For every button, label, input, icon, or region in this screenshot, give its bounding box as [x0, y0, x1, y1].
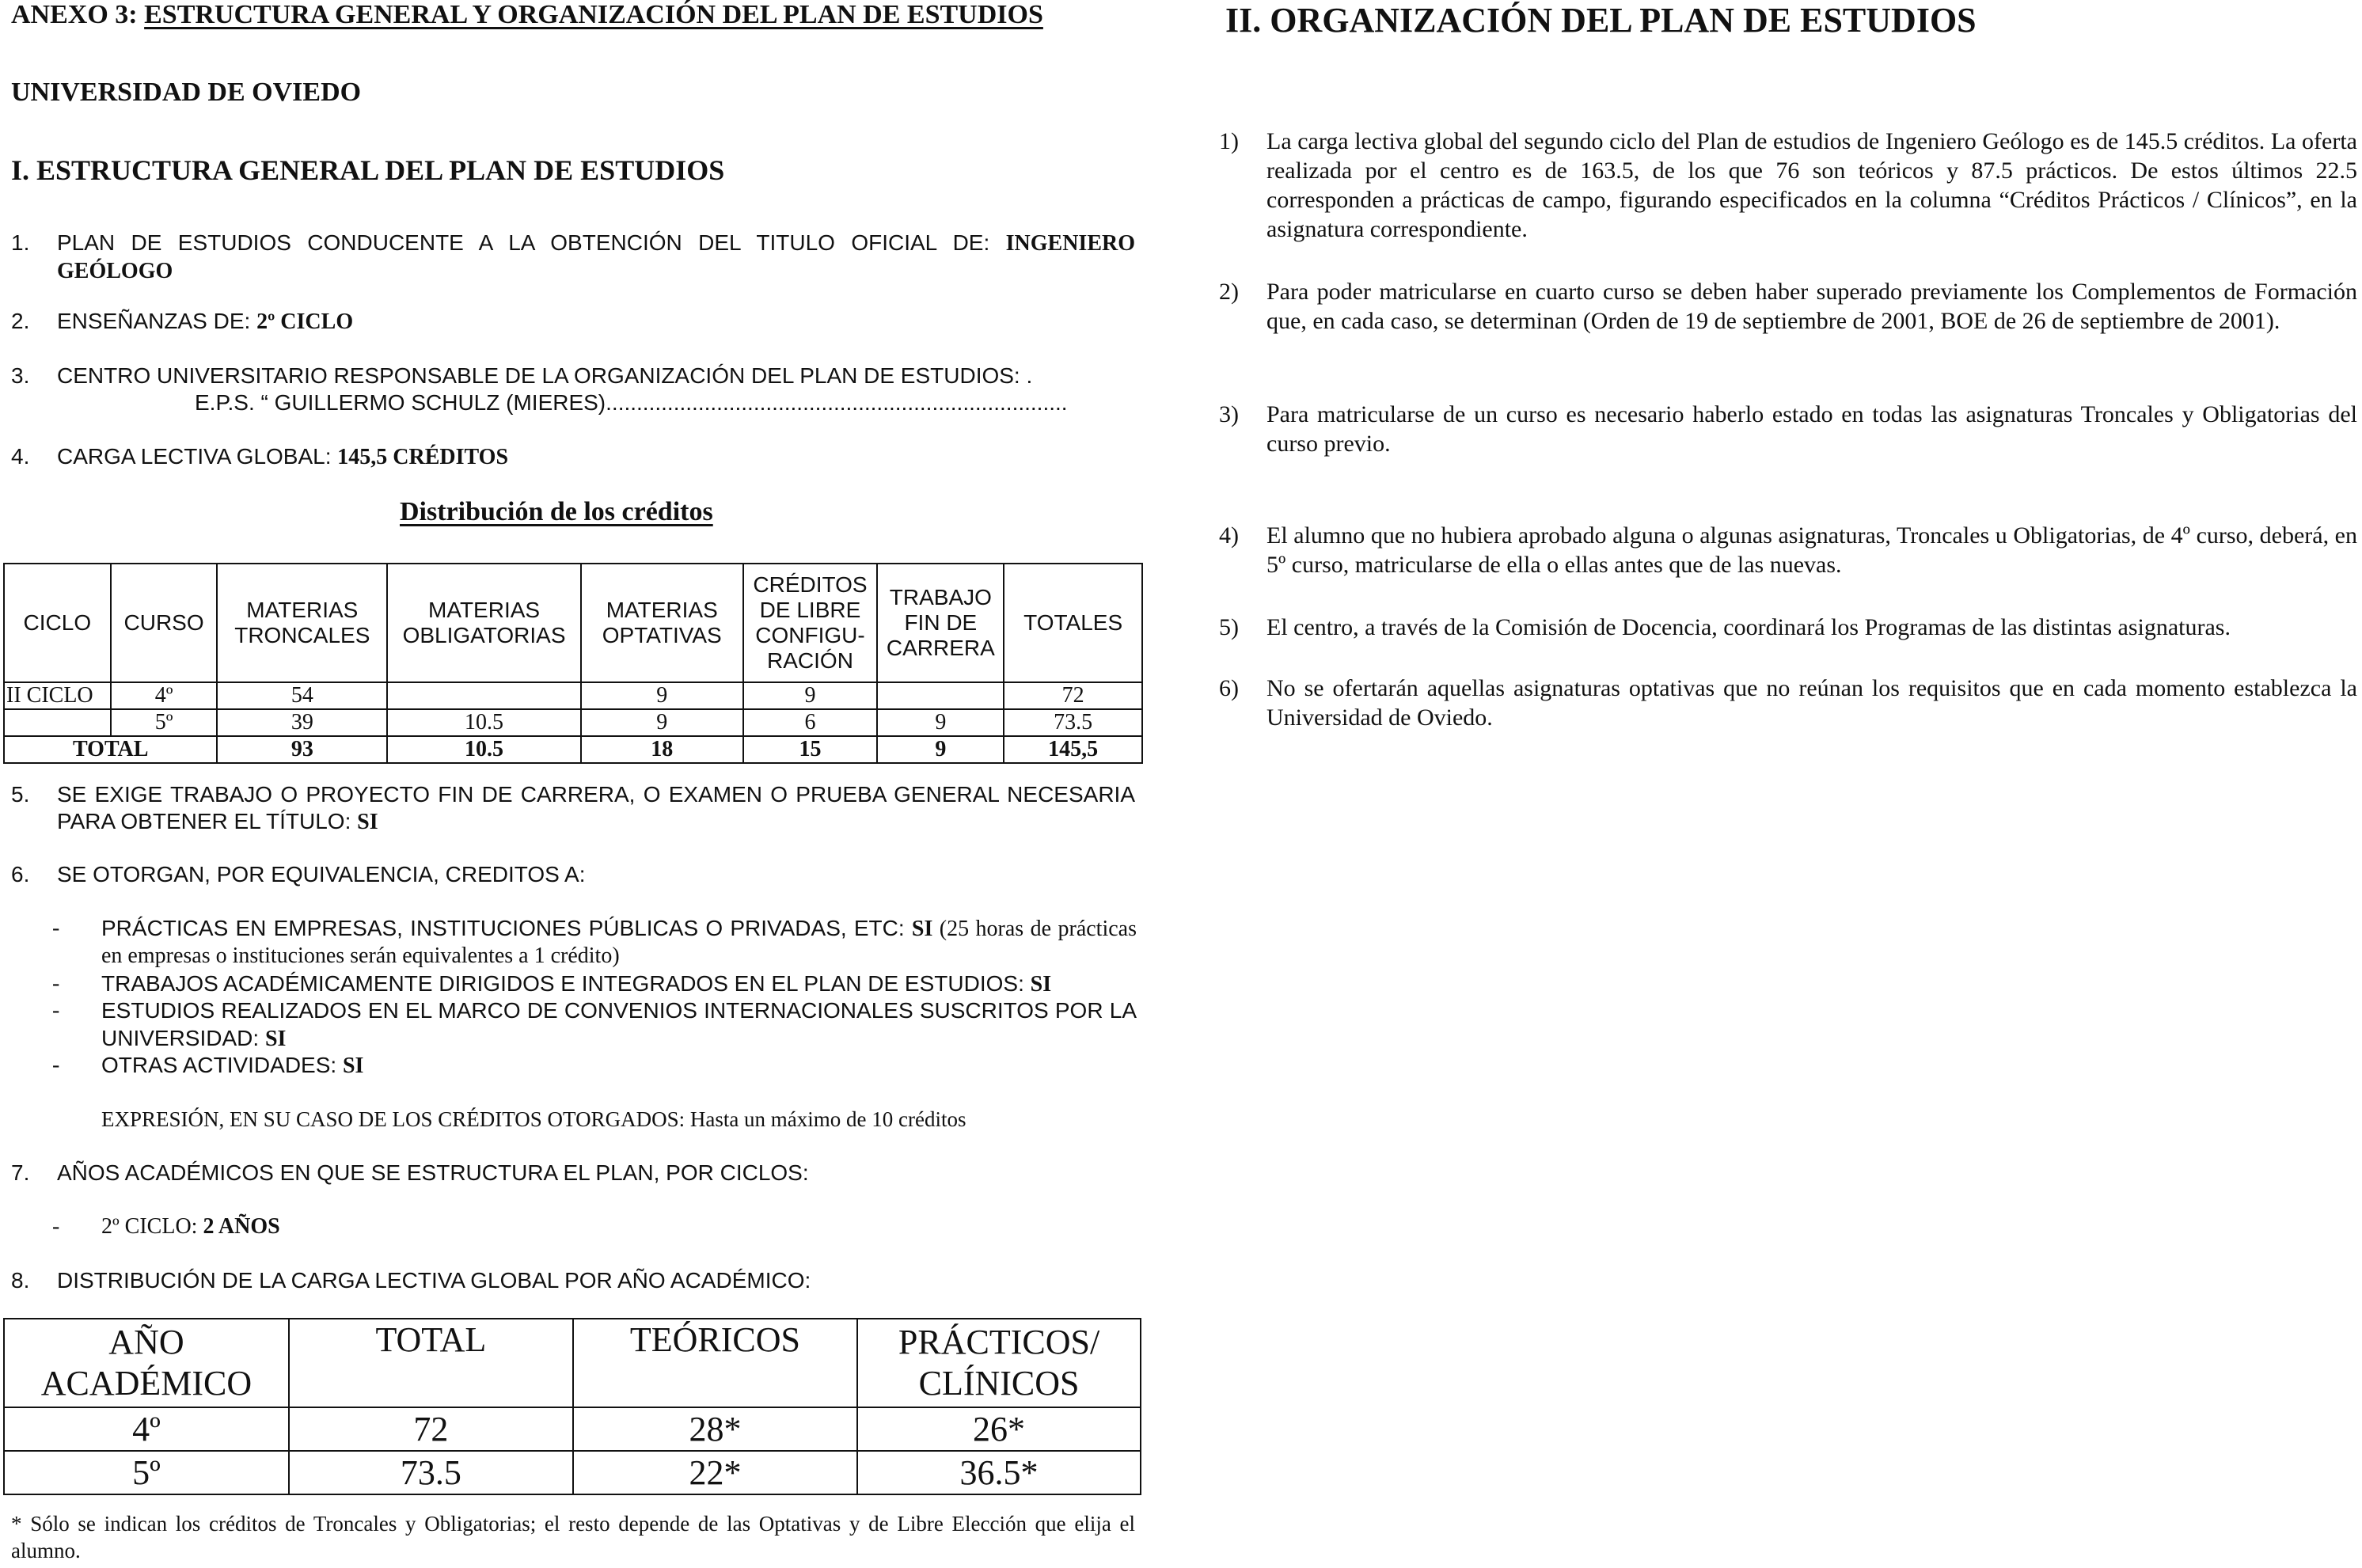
footnote: * Sólo se indican los créditos de Troncales y Obligatorias; el resto depende de las Optativas y de Libre Elección que elija el alumno.	[11, 1512, 1135, 1562]
cell-curso: 5º	[111, 709, 218, 736]
header-total: TOTAL	[289, 1319, 573, 1407]
item-number: 8.	[11, 1268, 30, 1293]
bullet-bold: SI	[1030, 972, 1052, 997]
section1-title: I. ESTRUCTURA GENERAL DEL PLAN DE ESTUDIOS	[11, 154, 725, 186]
bullet-text: OTRAS ACTIVIDADES:	[101, 1053, 343, 1077]
rule-1	[1219, 127, 2357, 245]
header-totales: TOTALES	[1004, 564, 1142, 682]
cell-total-totales: 145,5	[1004, 736, 1142, 763]
credit-distribution-table	[3, 563, 1143, 764]
header-curso: CURSO	[111, 564, 218, 682]
item-1	[11, 230, 1135, 285]
item-bold: SI	[357, 810, 378, 834]
rule-4	[1219, 521, 2357, 581]
item-text: SE OTORGAN, POR EQUIVALENCIA, CREDITOS A:	[57, 862, 586, 887]
table-total-row	[4, 736, 1142, 763]
bullet-bold: SI	[911, 917, 933, 941]
cell-teoricos: 22*	[573, 1451, 857, 1494]
item-7	[11, 1160, 1135, 1186]
item-text: DISTRIBUCIÓN DE LA CARGA LECTIVA GLOBAL POR AÑO ACADÉMICO:	[57, 1268, 811, 1293]
rule-text: Para matricularse de un curso es necesario haberlo estado en todas las asignaturas Troncales y Obligatorias del curso previo.	[1266, 401, 2357, 457]
item-text: ENSEÑANZAS DE:	[57, 309, 257, 333]
item-2	[11, 308, 1135, 335]
cell-curso: 4º	[111, 682, 218, 709]
item-text: CARGA LECTIVA GLOBAL:	[57, 444, 338, 469]
credits-expression: EXPRESIÓN, EN SU CASO DE LOS CRÉDITOS OTORGADOS: Hasta un máximo de 10 créditos	[101, 1107, 966, 1131]
cell-ciclo: II CICLO	[4, 682, 111, 709]
bullet-text: TRABAJOS ACADÉMICAMENTE DIRIGIDOS E INTEGRADOS EN EL PLAN DE ESTUDIOS:	[101, 971, 1031, 996]
bullet-text: PRÁCTICAS EN EMPRESAS, INSTITUCIONES PÚBLICAS O PRIVADAS, ETC:	[101, 916, 912, 940]
distribution-title: Distribución de los créditos	[400, 497, 713, 526]
bullet-trabajos	[52, 970, 1137, 997]
cell-year: 4º	[4, 1407, 289, 1451]
item-8	[11, 1267, 1135, 1294]
item-number: 3.	[11, 363, 30, 388]
cell-optativas: 9	[581, 682, 743, 709]
rule-6	[1219, 674, 2357, 734]
cell-practicos: 36.5*	[857, 1451, 1141, 1494]
rule-number: 2)	[1219, 279, 1239, 305]
item-bold: 2º CICLO	[256, 309, 354, 334]
cell-total-optativas: 18	[581, 736, 743, 763]
university-name: UNIVERSIDAD DE OVIEDO	[11, 78, 362, 107]
item-number: 7.	[11, 1160, 30, 1185]
bullet-dash: -	[52, 916, 60, 940]
bullet-rest: (25 horas de prácticas en empresas o instituciones serán equivalentes a 1 crédito)	[101, 917, 1137, 968]
item-text: PLAN DE ESTUDIOS CONDUCENTE A LA OBTENCIÓN DEL TITULO OFICIAL DE:	[57, 230, 1006, 255]
item-4	[11, 443, 1135, 470]
header-teoricos: TEÓRICOS	[573, 1319, 857, 1407]
rule-text: Para poder matricularse en cuarto curso se deben haber superado previamente los Complementos de Formación que, en cada caso, se determinan (Orden de 19 de septiembre de 2001, BOE de 26 de septiembre de 2001).	[1266, 279, 2357, 334]
item-line2: E.P.S. “ GUILLERMO SCHULZ (MIERES)...........................................................................	[195, 390, 1068, 415]
cell-optativas: 9	[581, 709, 743, 736]
item-text: AÑOS ACADÉMICOS EN QUE SE ESTRUCTURA EL PLAN, POR CICLOS:	[57, 1160, 809, 1185]
item-number: 1.	[11, 230, 30, 255]
header-optativas: MATERIAS OPTATIVAS	[581, 564, 743, 682]
rule-text: El alumno que no hubiera aprobado alguna o algunas asignaturas, Troncales u Obligatorias, de 4º curso, deberá, en 5º curso, matricularse de ella o ellas antes que de las nuevas.	[1266, 522, 2357, 578]
bullet-text: ESTUDIOS REALIZADOS EN EL MARCO DE CONVENIOS INTERNACIONALES SUSCRITOS POR LA UNIVERSIDAD:	[101, 998, 1137, 1050]
rule-3	[1219, 400, 2357, 460]
item-bold: INGENIERO GEÓLOGO	[57, 231, 1135, 283]
item-6	[11, 861, 1135, 888]
item-text: CENTRO UNIVERSITARIO RESPONSABLE DE LA ORGANIZACIÓN DEL PLAN DE ESTUDIOS: .	[57, 363, 1033, 388]
header-ciclo: CICLO	[4, 564, 111, 682]
bullet-dash: -	[52, 998, 60, 1023]
cell-total-trabajo: 9	[877, 736, 1004, 763]
bullet-dash: -	[52, 971, 60, 996]
table-row	[4, 1451, 1141, 1494]
cell-obligatorias	[387, 682, 581, 709]
header-trabajo: TRABAJO FIN DE CARRERA	[877, 564, 1004, 682]
cell-teoricos: 28*	[573, 1407, 857, 1451]
bullet-otras	[52, 1052, 1137, 1079]
cell-totales: 73.5	[1004, 709, 1142, 736]
cell-troncales: 54	[217, 682, 387, 709]
table-row	[4, 682, 1142, 709]
table-header-row	[4, 564, 1142, 682]
bullet-dash: -	[52, 1214, 60, 1239]
item-number: 6.	[11, 862, 30, 887]
bullet-dash: -	[52, 1053, 60, 1077]
cell-ciclo	[4, 709, 111, 736]
cell-trabajo: 9	[877, 709, 1004, 736]
cell-total-libre: 15	[743, 736, 878, 763]
bullet-practicas	[52, 915, 1137, 970]
annex-heading	[11, 0, 1043, 30]
rule-number: 1)	[1219, 128, 1239, 154]
rule-number: 5)	[1219, 614, 1239, 640]
rule-2	[1219, 277, 2357, 368]
bullet-bold: SI	[342, 1054, 364, 1078]
cell-trabajo	[877, 682, 1004, 709]
item-3	[11, 363, 1135, 418]
table-row	[4, 1407, 1141, 1451]
rule-number: 3)	[1219, 401, 1239, 427]
item-text: SE EXIGE TRABAJO O PROYECTO FIN DE CARRERA, O EXAMEN O PRUEBA GENERAL NECESARIA PARA OBTENER EL TÍTULO:	[57, 782, 1135, 833]
table-row	[4, 709, 1142, 736]
header-practicos: PRÁCTICOS/ CLÍNICOS	[857, 1319, 1141, 1407]
bullet-estudios	[52, 997, 1137, 1053]
item-bold: 145,5 CRÉDITOS	[337, 445, 509, 469]
header-obligatorias: MATERIAS OBLIGATORIAS	[387, 564, 581, 682]
cell-total: 72	[289, 1407, 573, 1451]
cell-total-obligatorias: 10.5	[387, 736, 581, 763]
item-number: 5.	[11, 782, 30, 807]
header-troncales: MATERIAS TRONCALES	[217, 564, 387, 682]
cell-libre: 6	[743, 709, 878, 736]
item-number: 2.	[11, 309, 30, 333]
rule-number: 4)	[1219, 522, 1239, 549]
cell-practicos: 26*	[857, 1407, 1141, 1451]
annex-title: ESTRUCTURA GENERAL Y ORGANIZACIÓN DEL PLAN DE ESTUDIOS	[144, 0, 1043, 29]
cell-total: 73.5	[289, 1451, 573, 1494]
cell-year: 5º	[4, 1451, 289, 1494]
bullet-bold: SI	[264, 1027, 287, 1051]
table-header-row	[4, 1319, 1141, 1407]
header-libre: CRÉDITOS DE LIBRE CONFIGU- RACIÓN	[743, 564, 878, 682]
annex-prefix: ANEXO 3:	[11, 0, 145, 29]
cell-obligatorias: 10.5	[387, 709, 581, 736]
cell-totales: 72	[1004, 682, 1142, 709]
rule-text: No se ofertarán aquellas asignaturas optativas que no reúnan los requisitos que en cada momento establezca la Universidad de Oviedo.	[1266, 675, 2357, 731]
section2-title: II. ORGANIZACIÓN DEL PLAN DE ESTUDIOS	[1225, 1, 1977, 40]
rule-text: El centro, a través de la Comisión de Docencia, coordinará los Programas de las distintas asignaturas.	[1266, 614, 2231, 640]
bullet-bold: 2 AÑOS	[203, 1214, 280, 1239]
header-year: AÑO ACADÉMICO	[4, 1319, 289, 1407]
year-distribution-table	[3, 1318, 1141, 1495]
item-5	[11, 781, 1135, 837]
cell-total-label: TOTAL	[4, 736, 217, 763]
rule-text: La carga lectiva global del segundo ciclo del Plan de estudios de Ingeniero Geólogo es de 145.5 créditos. La oferta realizada por el centro es de 163.5, de los que 76 son teóricos y 87.5 prácticos. De estos últimos 22.5 corresponden a prácticas de campo, figurando especificados en la columna “Créditos Prácticos / Clínicos”, en la asignatura correspondiente.	[1266, 128, 2357, 242]
cell-total-troncales: 93	[217, 736, 387, 763]
cell-troncales: 39	[217, 709, 387, 736]
cell-libre: 9	[743, 682, 878, 709]
rule-number: 6)	[1219, 675, 1239, 701]
rule-5	[1219, 613, 2357, 643]
bullet-ciclo	[52, 1213, 1137, 1240]
item-number: 4.	[11, 444, 30, 469]
left-column	[0, 0, 1148, 1568]
bullet-text: 2º CICLO:	[101, 1214, 203, 1239]
